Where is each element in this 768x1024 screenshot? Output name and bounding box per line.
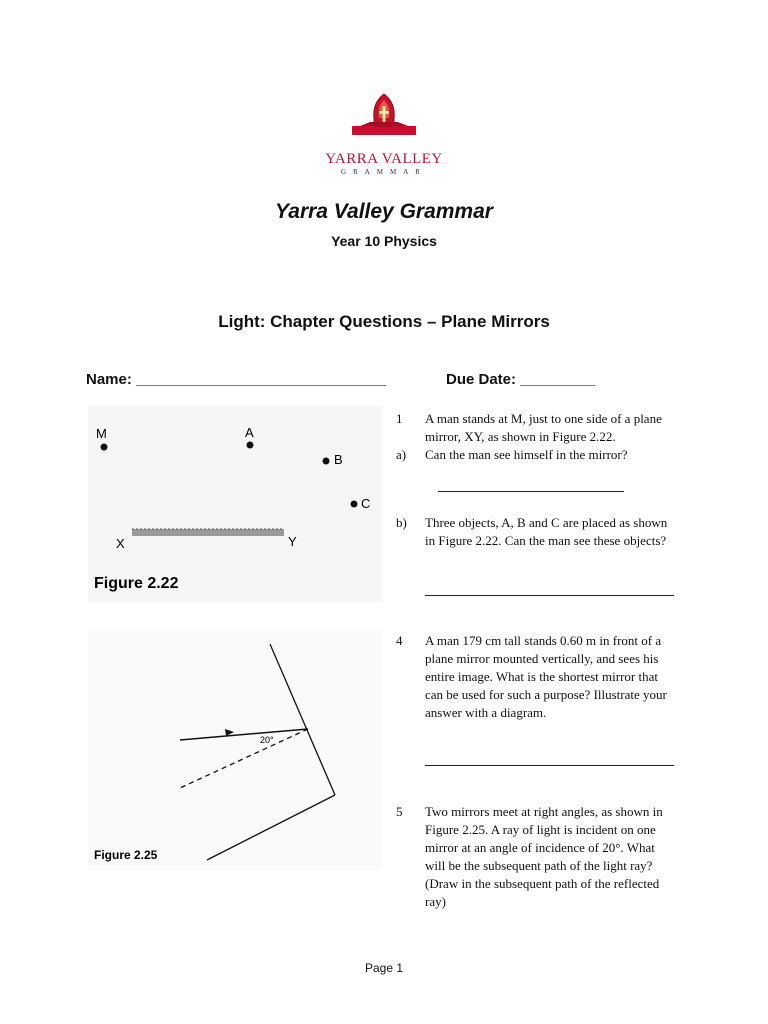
point-a [247,442,254,449]
point-c [351,501,358,508]
point-c-label: C [361,496,371,511]
question-1b-number: b) [396,515,407,530]
point-y-label: Y [288,534,297,549]
worksheet-heading: Light: Chapter Questions – Plane Mirrors [218,312,550,331]
answer-line-1a[interactable] [438,491,624,492]
due-date-field: Due Date: _________ [446,371,596,388]
question-1b-text: Three objects, A, B and C are placed as shown in Figure 2.22. Can the man see these objects? [425,515,668,548]
name-field: Name: ______________________________ [86,371,387,388]
logo-subtitle: GRAMMAR [341,168,427,176]
question-5-text: Two mirrors meet at right angles, as shown in Figure 2.25. A ray of light is incident on one mirror at an angle of incidence of 20°. What will be the subsequent path of the light ray? (Draw in the subsequent path of the reflected ray) [425,804,663,909]
mirror-xy [132,529,284,536]
angle-label: 20° [260,735,274,745]
school-crest-logo [346,92,422,140]
answer-line-4[interactable] [425,765,674,766]
figure-2-22-caption: Figure 2.22 [94,575,179,592]
point-m-label: M [96,426,107,441]
page-number: Page 1 [364,961,404,975]
point-x-label: X [116,536,125,551]
point-a-label: A [245,425,254,440]
question-1a-number: a) [396,447,407,462]
question-4-number: 4 [396,633,403,648]
answer-line-1b[interactable] [425,595,674,596]
point-b [323,458,330,465]
question-4-text: A man 179 cm tall stands 0.60 m in front of a plane mirror mounted vertically, and sees his entire image. What is the shortest mirror that can be used for such a purpose? Illustrate your answer with a diagram. [425,633,667,720]
logo-wordmark: YARRA VALLEY [325,151,443,167]
point-m [101,444,108,451]
question-1-number: 1 [396,411,403,426]
question-1a-text: Can the man see himself in the mirror? [425,447,628,462]
figure-2-25 [88,630,382,870]
figure-2-22 [88,406,382,602]
course-title: Year 10 Physics [331,233,437,249]
school-title: Yarra Valley Grammar [275,200,493,223]
figure-2-25-caption: Figure 2.25 [94,848,158,862]
point-b-label: B [334,452,343,467]
question-1-text: A man stands at M, just to one side of a plane mirror, XY, as shown in Figure 2.22. [425,411,662,444]
question-5-number: 5 [396,804,403,819]
